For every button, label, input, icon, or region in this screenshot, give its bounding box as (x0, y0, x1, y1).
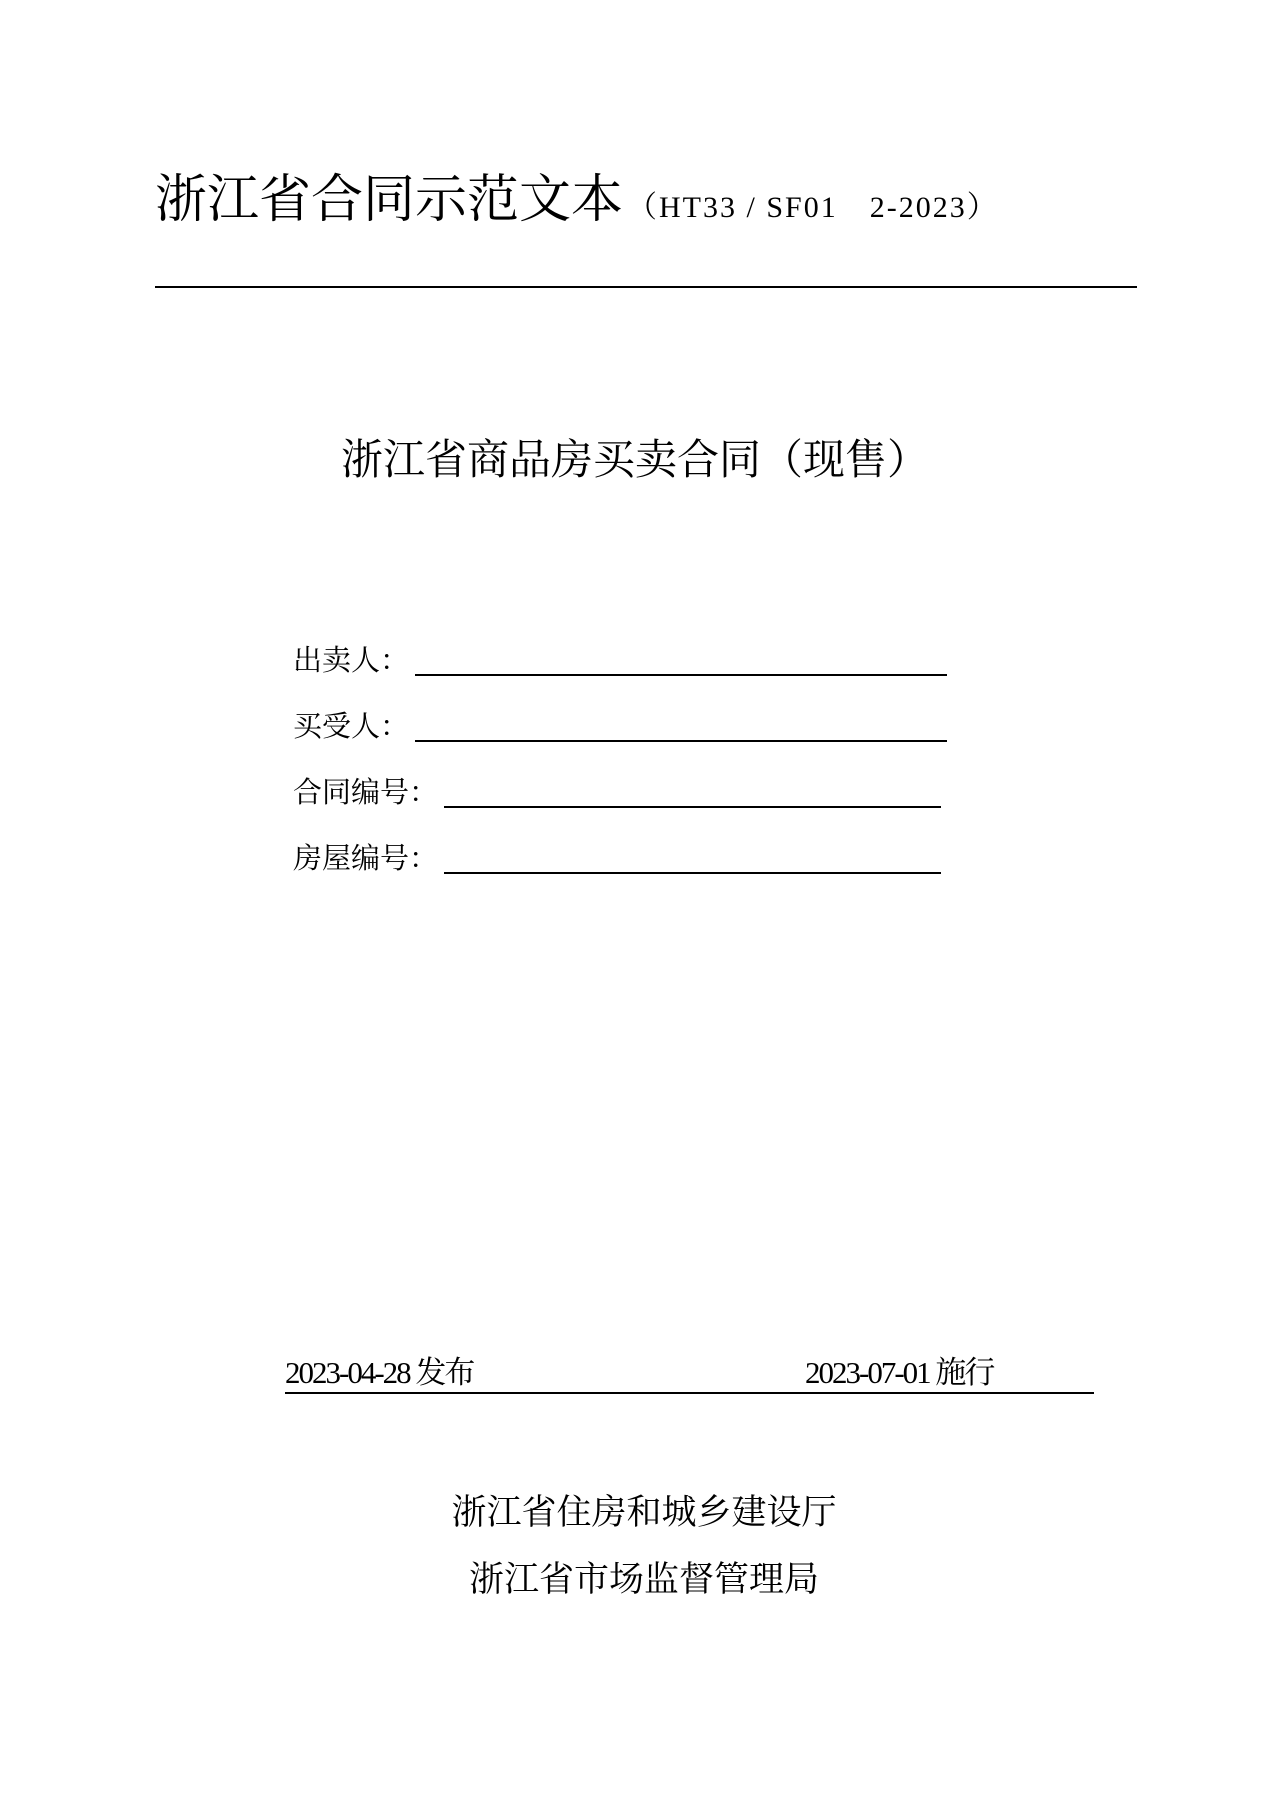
publish-date: 2023-04-28 发布 (285, 1355, 474, 1390)
field-label: 买受人： (293, 709, 410, 743)
field-house-number (293, 838, 941, 878)
dates-line (285, 1356, 1094, 1394)
series-code: （HT33 / SF01 2-2023） (627, 191, 999, 224)
document-series-title (155, 168, 999, 240)
field-label: 合同编号： (293, 775, 439, 809)
issuer-housing-department: 浙江省住房和城乡建设厅 (451, 1493, 837, 1533)
field-label: 出卖人： (293, 643, 410, 677)
contract-number-blank[interactable] (444, 806, 941, 808)
buyer-blank[interactable] (415, 740, 947, 742)
contract-title: 浙江省商品房买卖合同（现售） (340, 435, 929, 484)
header-rule (155, 286, 1137, 288)
field-contract-number (293, 772, 941, 812)
field-buyer (293, 706, 947, 746)
house-number-blank[interactable] (444, 872, 941, 874)
field-label: 房屋编号： (293, 841, 439, 875)
series-name: 浙江省合同示范文本 (155, 170, 624, 230)
issuer-market-regulation: 浙江省市场监督管理局 (468, 1560, 819, 1600)
field-seller (293, 640, 947, 680)
effective-date: 2023-07-01 施行 (805, 1355, 994, 1390)
seller-blank[interactable] (415, 674, 947, 676)
